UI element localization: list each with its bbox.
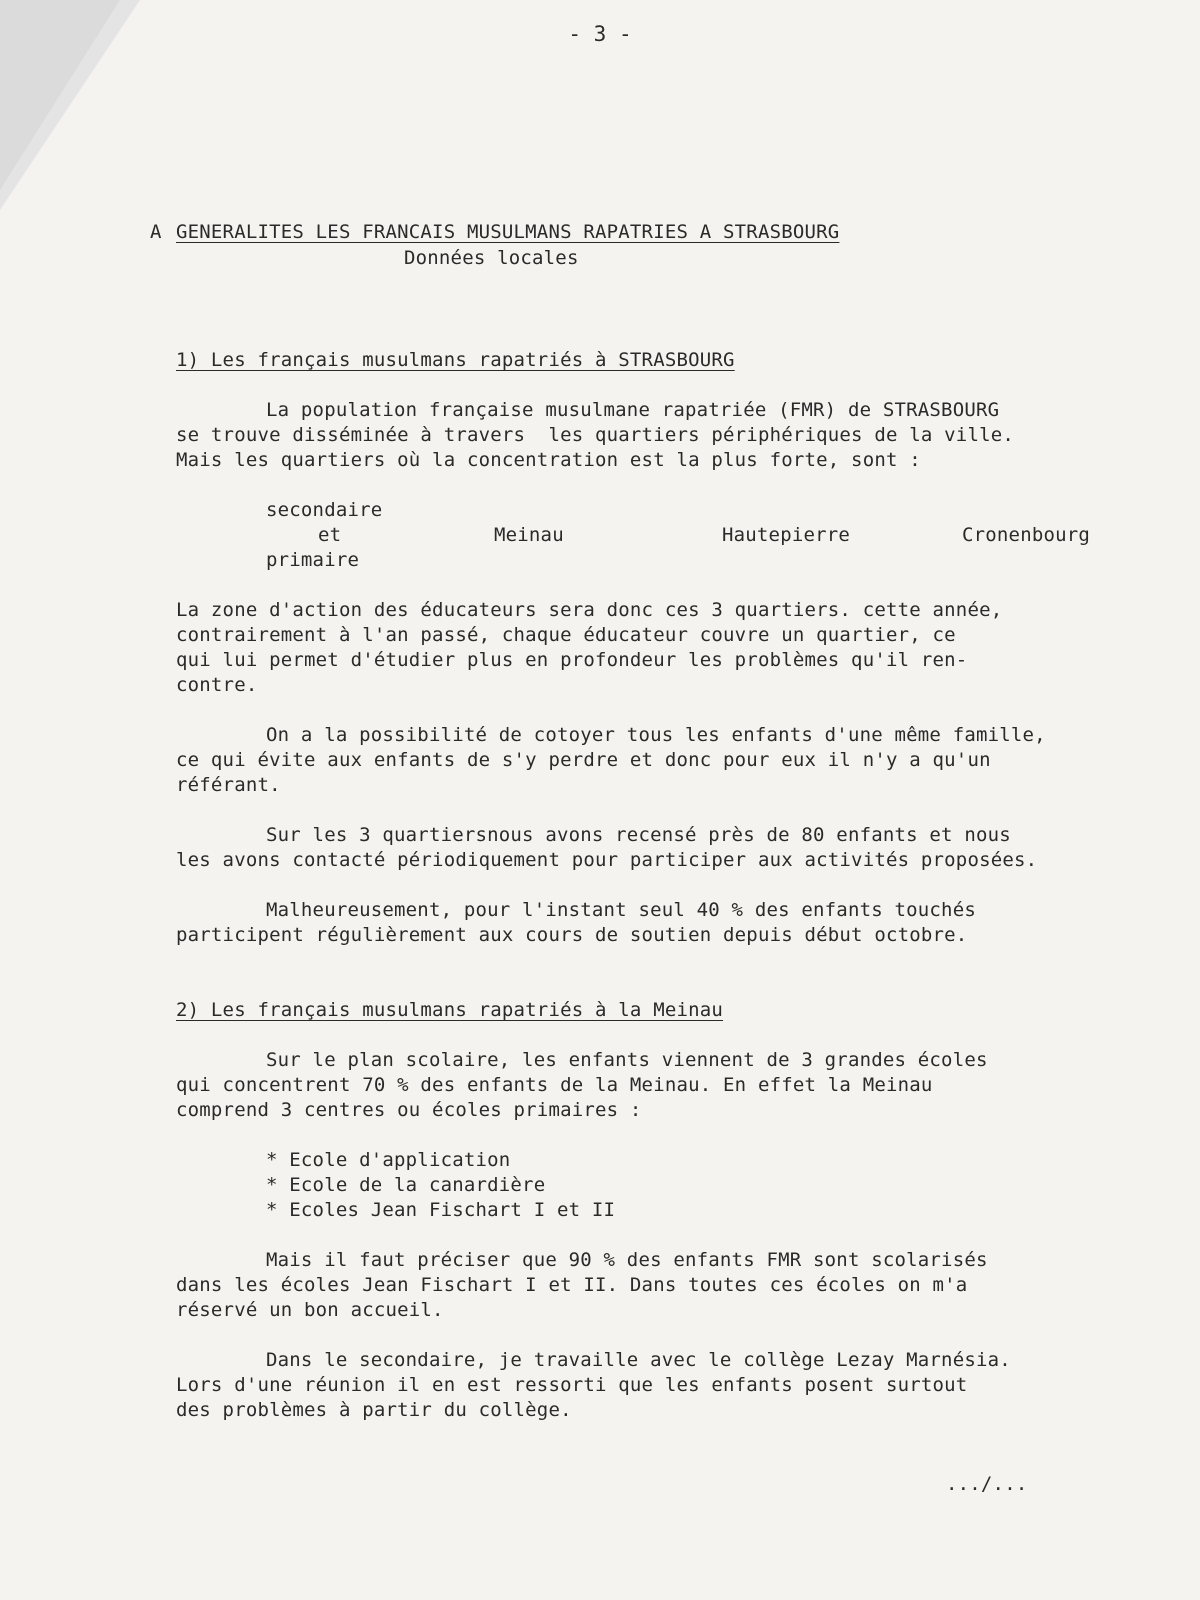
section2-p3-line2: Lors d'une réunion il en est ressorti que les enfants posent surtout <box>176 1374 968 1396</box>
section2-title: 2) Les français musulmans rapatriés à la Meinau <box>176 999 724 1021</box>
district-meinau: Meinau <box>494 524 564 546</box>
table-label-et: et <box>318 524 342 546</box>
section1-p4-line1: Sur les 3 quartiersnous avons recensé près de 80 enfants et nous <box>266 824 1011 846</box>
heading-subtitle: Données locales <box>404 247 579 269</box>
section1-p3-line3: référant. <box>176 774 281 796</box>
section1-p3-line1: On a la possibilité de cotoyer tous les enfants d'une même famille, <box>266 724 1046 746</box>
section1-p5-line1: Malheureusement, pour l'instant seul 40 % des enfants touchés <box>266 899 976 921</box>
section1-p1-line3: Mais les quartiers où la concentration est la plus forte, sont : <box>176 449 921 471</box>
school-item: * Ecoles Jean Fischart I et II <box>266 1199 616 1221</box>
school-item: * Ecole de la canardière <box>266 1174 546 1196</box>
section2-p3-line3: des problèmes à partir du collège. <box>176 1399 572 1421</box>
section2-p1-line3: comprend 3 centres ou écoles primaires : <box>176 1099 642 1121</box>
section1-title: 1) Les français musulmans rapatriés à STRASBOURG <box>176 349 735 371</box>
section1-p1-line2: se trouve disséminée à travers les quartiers périphériques de la ville. <box>176 424 1015 446</box>
section2-p2-line2: dans les écoles Jean Fischart I et II. Dans toutes ces écoles on m'a <box>176 1274 968 1296</box>
section1-p2-line1: La zone d'action des éducateurs sera donc ces 3 quartiers. cette année, <box>176 599 1003 621</box>
section1-p1-line1: La population française musulmane rapatriée (FMR) de STRASBOURG <box>266 399 1000 421</box>
section2-p1-line2: qui concentrent 70 % des enfants de la Meinau. En effet la Meinau <box>176 1074 933 1096</box>
section2-p2-line1: Mais il faut préciser que 90 % des enfants FMR sont scolarisés <box>266 1249 988 1271</box>
district-hautepierre: Hautepierre <box>722 524 851 546</box>
section1-p5-line2: participent régulièrement aux cours de soutien depuis début octobre. <box>176 924 968 946</box>
table-label-primaire: primaire <box>266 549 360 571</box>
section1-p2-line3: qui lui permet d'étudier plus en profondeur les problèmes qu'il ren- <box>176 649 968 671</box>
page-number: - 3 - <box>568 22 632 46</box>
school-item: * Ecole d'application <box>266 1149 511 1171</box>
section1-p4-line2: les avons contacté périodiquement pour participer aux activités proposées. <box>176 849 1038 871</box>
district-cronenbourg: Cronenbourg <box>962 524 1091 546</box>
section2-p1-line1: Sur le plan scolaire, les enfants viennent de 3 grandes écoles <box>266 1049 988 1071</box>
section1-p3-line2: ce qui évite aux enfants de s'y perdre et donc pour eux il n'y a qu'un <box>176 749 991 771</box>
continuation-mark: .../... <box>946 1473 1028 1495</box>
heading-letter: A <box>150 221 162 243</box>
heading-title: GENERALITES LES FRANCAIS MUSULMANS RAPATRIES A STRASBOURG <box>176 221 840 243</box>
section1-p2-line2: contrairement à l'an passé, chaque éducateur couvre un quartier, ce <box>176 624 956 646</box>
table-label-secondaire: secondaire <box>266 499 383 521</box>
section1-p2-line4: contre. <box>176 674 258 696</box>
section2-p3-line1: Dans le secondaire, je travaille avec le collège Lezay Marnésia. <box>266 1349 1011 1371</box>
section2-p2-line3: réservé un bon accueil. <box>176 1299 444 1321</box>
